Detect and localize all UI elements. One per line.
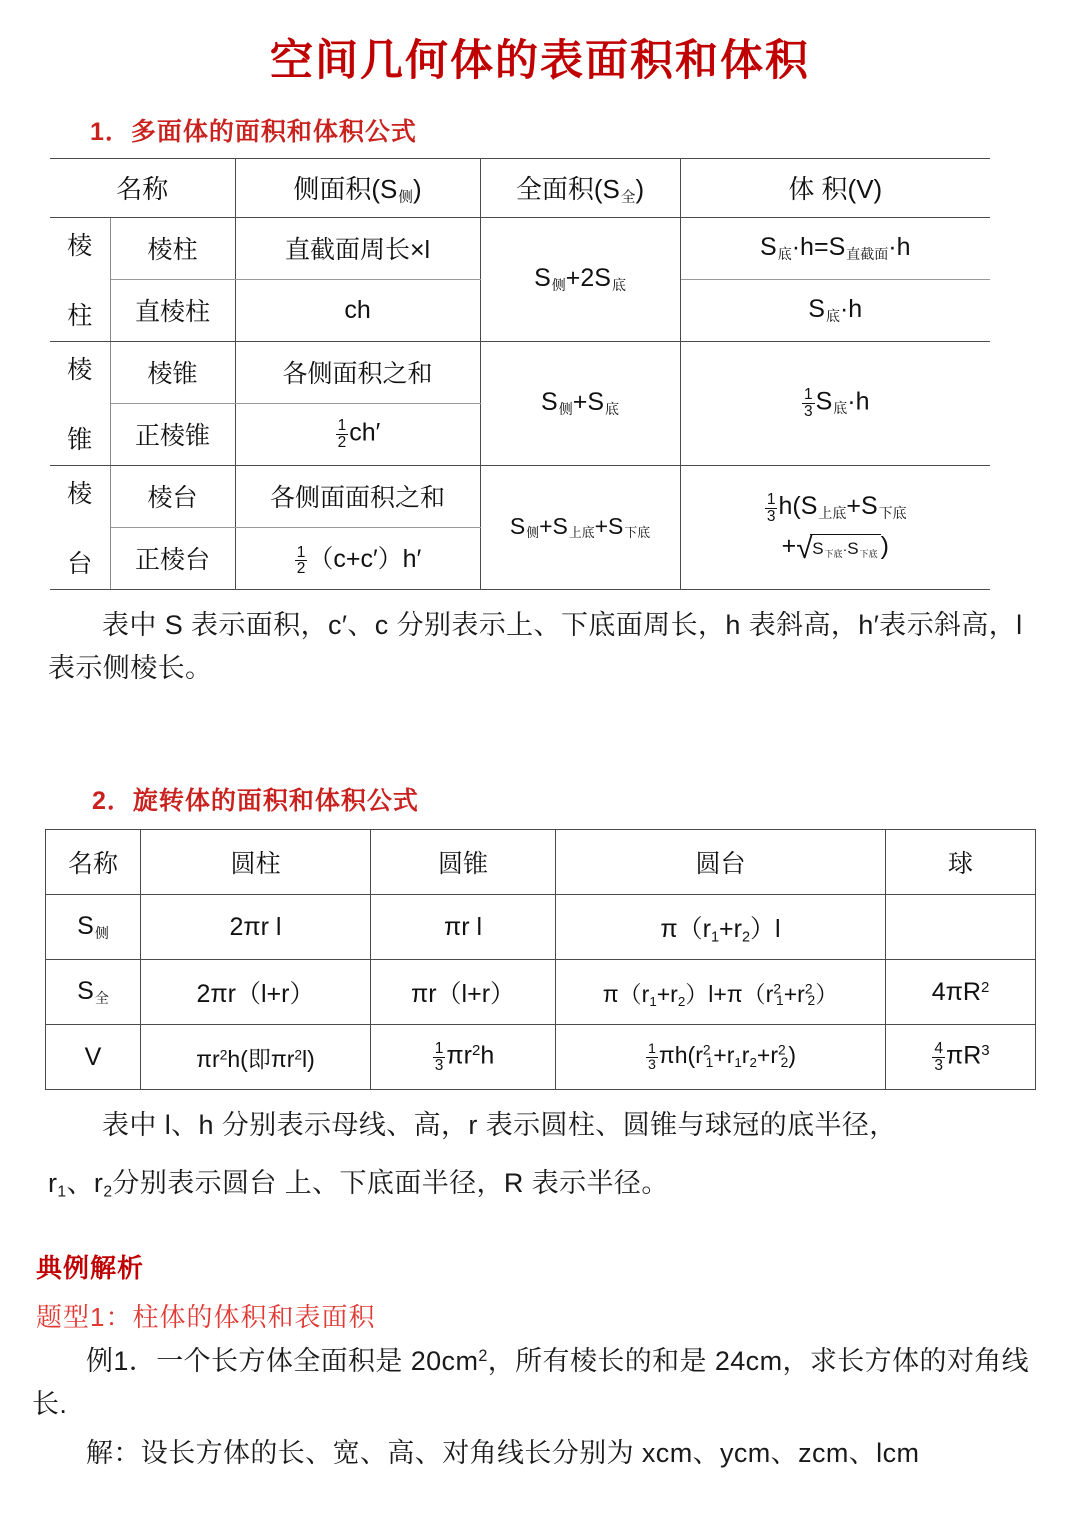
cell-total-area: $S_侧+S_底$ [480,341,680,465]
volume-line-2: + √ $S_{下底}\cdot S_{下底}$ ) [781,532,889,566]
table-row [50,341,990,403]
cell-name: 正棱台 [110,527,235,589]
cell-volume: $S_底\cdot h$ [680,279,990,341]
page-title: 空间几何体的表面积和体积 [270,37,810,85]
cell-lateral: 直截面周长×l [235,217,480,279]
sqrt-radical: √ $S_{下底}\cdot S_{下底}$ [796,534,880,562]
radical-icon: √ [796,532,813,566]
table-row [50,465,990,527]
cell-cylinder-total: 2πr（l+r） [141,960,371,1025]
cell-name: 棱台 [110,465,235,527]
examples-heading: 典例解析 [36,1252,145,1283]
th-total-area: 全面积$(S_全)$ [480,158,680,217]
table-header-row [50,158,990,217]
cell-lateral: 各侧面积之和 [235,341,480,403]
section-1-heading: 1．多面体的面积和体积公式 [90,117,417,146]
cell-lateral: $\frac{1}{2}$ （c+c′）h′ [235,527,480,589]
fraction: $\frac{1}{2}$ [337,416,347,451]
volume-line-1: $\frac{1}{3}$ $h(S_{上底}+S_{下底}$ [766,490,907,525]
th-volume: 体 积(V) [680,158,990,217]
cell-cone-total: πr（l+r） [371,960,556,1025]
table-header-row [46,830,1036,895]
section-2-note-line-2: r1、r2分别表示圆台 上、下底面半径，R 表示半径。 [48,1167,669,1201]
cell-name: 正棱锥 [110,403,235,465]
table-row [46,895,1036,960]
example-problem: 例1．一个长方体全面积是 $20cm^2$，所有棱长的和是 24cm，求长方体的对角线长. [32,1345,1030,1419]
solid-of-revolution-table [45,829,1036,1090]
cell-volume [680,465,990,589]
example-solution: 解：设长方体的长、宽、高、对角线长分别为 xcm、ycm、zcm、lcm [86,1437,920,1468]
cell-frustum-lateral: π（r1+r2）l [556,895,886,960]
section-1-note: 表中 S 表示面积，c′、c 分别表示上、下底面周长，h 表斜高，h′表示斜高，l 表示侧棱长。 [48,609,1023,684]
cell-total-area: $S_侧+S_{上底}+S_{下底}$ [480,465,680,589]
row-label-lateral: $S_侧$ [46,895,141,960]
cell-name: 棱锥 [110,341,235,403]
cell-cylinder-volume: $\pi r^2h$(即$\pi r^2l$) [141,1025,371,1090]
cell-frustum-volume: $\frac{1}{3}$ $\pi h(r^21+r1r2+r^22)$ [556,1025,886,1090]
table-row [50,217,990,279]
group-label-prism: 棱 柱 [50,217,110,341]
section-2-note-line-1: 表中 l、h 分别表示母线、高，r 表示圆柱、圆锥与球冠的底半径， [102,1110,897,1141]
th-name: 名称 [50,158,235,217]
th-sphere: 球 [886,830,1036,895]
fraction: $\frac{1}{2}$ [296,543,306,578]
th-lateral-area: 侧面积$(S_侧)$ [235,158,480,217]
table-row [46,1025,1036,1090]
cell-name: 直棱柱 [110,279,235,341]
group-label-frustum: 棱 台 [50,465,110,589]
th-name: 名称 [46,830,141,895]
th-frustum: 圆台 [556,830,886,895]
cell-cone-lateral: πr l [371,895,556,960]
cell-sphere-lateral [886,895,1036,960]
cell-volume: $\frac{1}{3}$ $S_底\cdot h$ [680,341,990,465]
fraction: $\frac{1}{3}$ [803,385,813,420]
section-2-heading: 2．旋转体的面积和体积公式 [92,787,419,816]
th-cylinder: 圆柱 [141,830,371,895]
row-label-total: $S_全$ [46,960,141,1025]
cell-lateral: ch [235,279,480,341]
cell-frustum-total: $\pi(r1+r2)l+\pi(r^21+r^22)$ [556,960,886,1025]
cell-name: 棱柱 [110,217,235,279]
cell-sphere-total: $4\pi R^2$ [886,960,1036,1025]
cell-total-area: $S_侧+2S_底$ [480,217,680,341]
row-label-volume: V [46,1025,141,1090]
polyhedron-formula-table [50,158,990,590]
cell-cone-volume: $\frac{1}{3}$ $\pi r^2h$ [371,1025,556,1090]
examples-subheading: 题型1：柱体的体积和表面积 [36,1301,376,1332]
cell-cylinder-lateral: 2πr l [141,895,371,960]
cell-lateral: $\frac{1}{2}$ ch′ [235,403,480,465]
cell-lateral: 各侧面面积之和 [235,465,480,527]
cell-volume: $S_底\cdot h=S_{直截面}\cdot h$ [680,217,990,279]
fraction: $\frac{1}{3}$ [766,490,776,525]
table-row [46,960,1036,1025]
cell-sphere-volume: $\frac{4}{3}$ $\pi R^3$ [886,1025,1036,1090]
th-cone: 圆锥 [371,830,556,895]
group-label-pyramid: 棱 锥 [50,341,110,465]
